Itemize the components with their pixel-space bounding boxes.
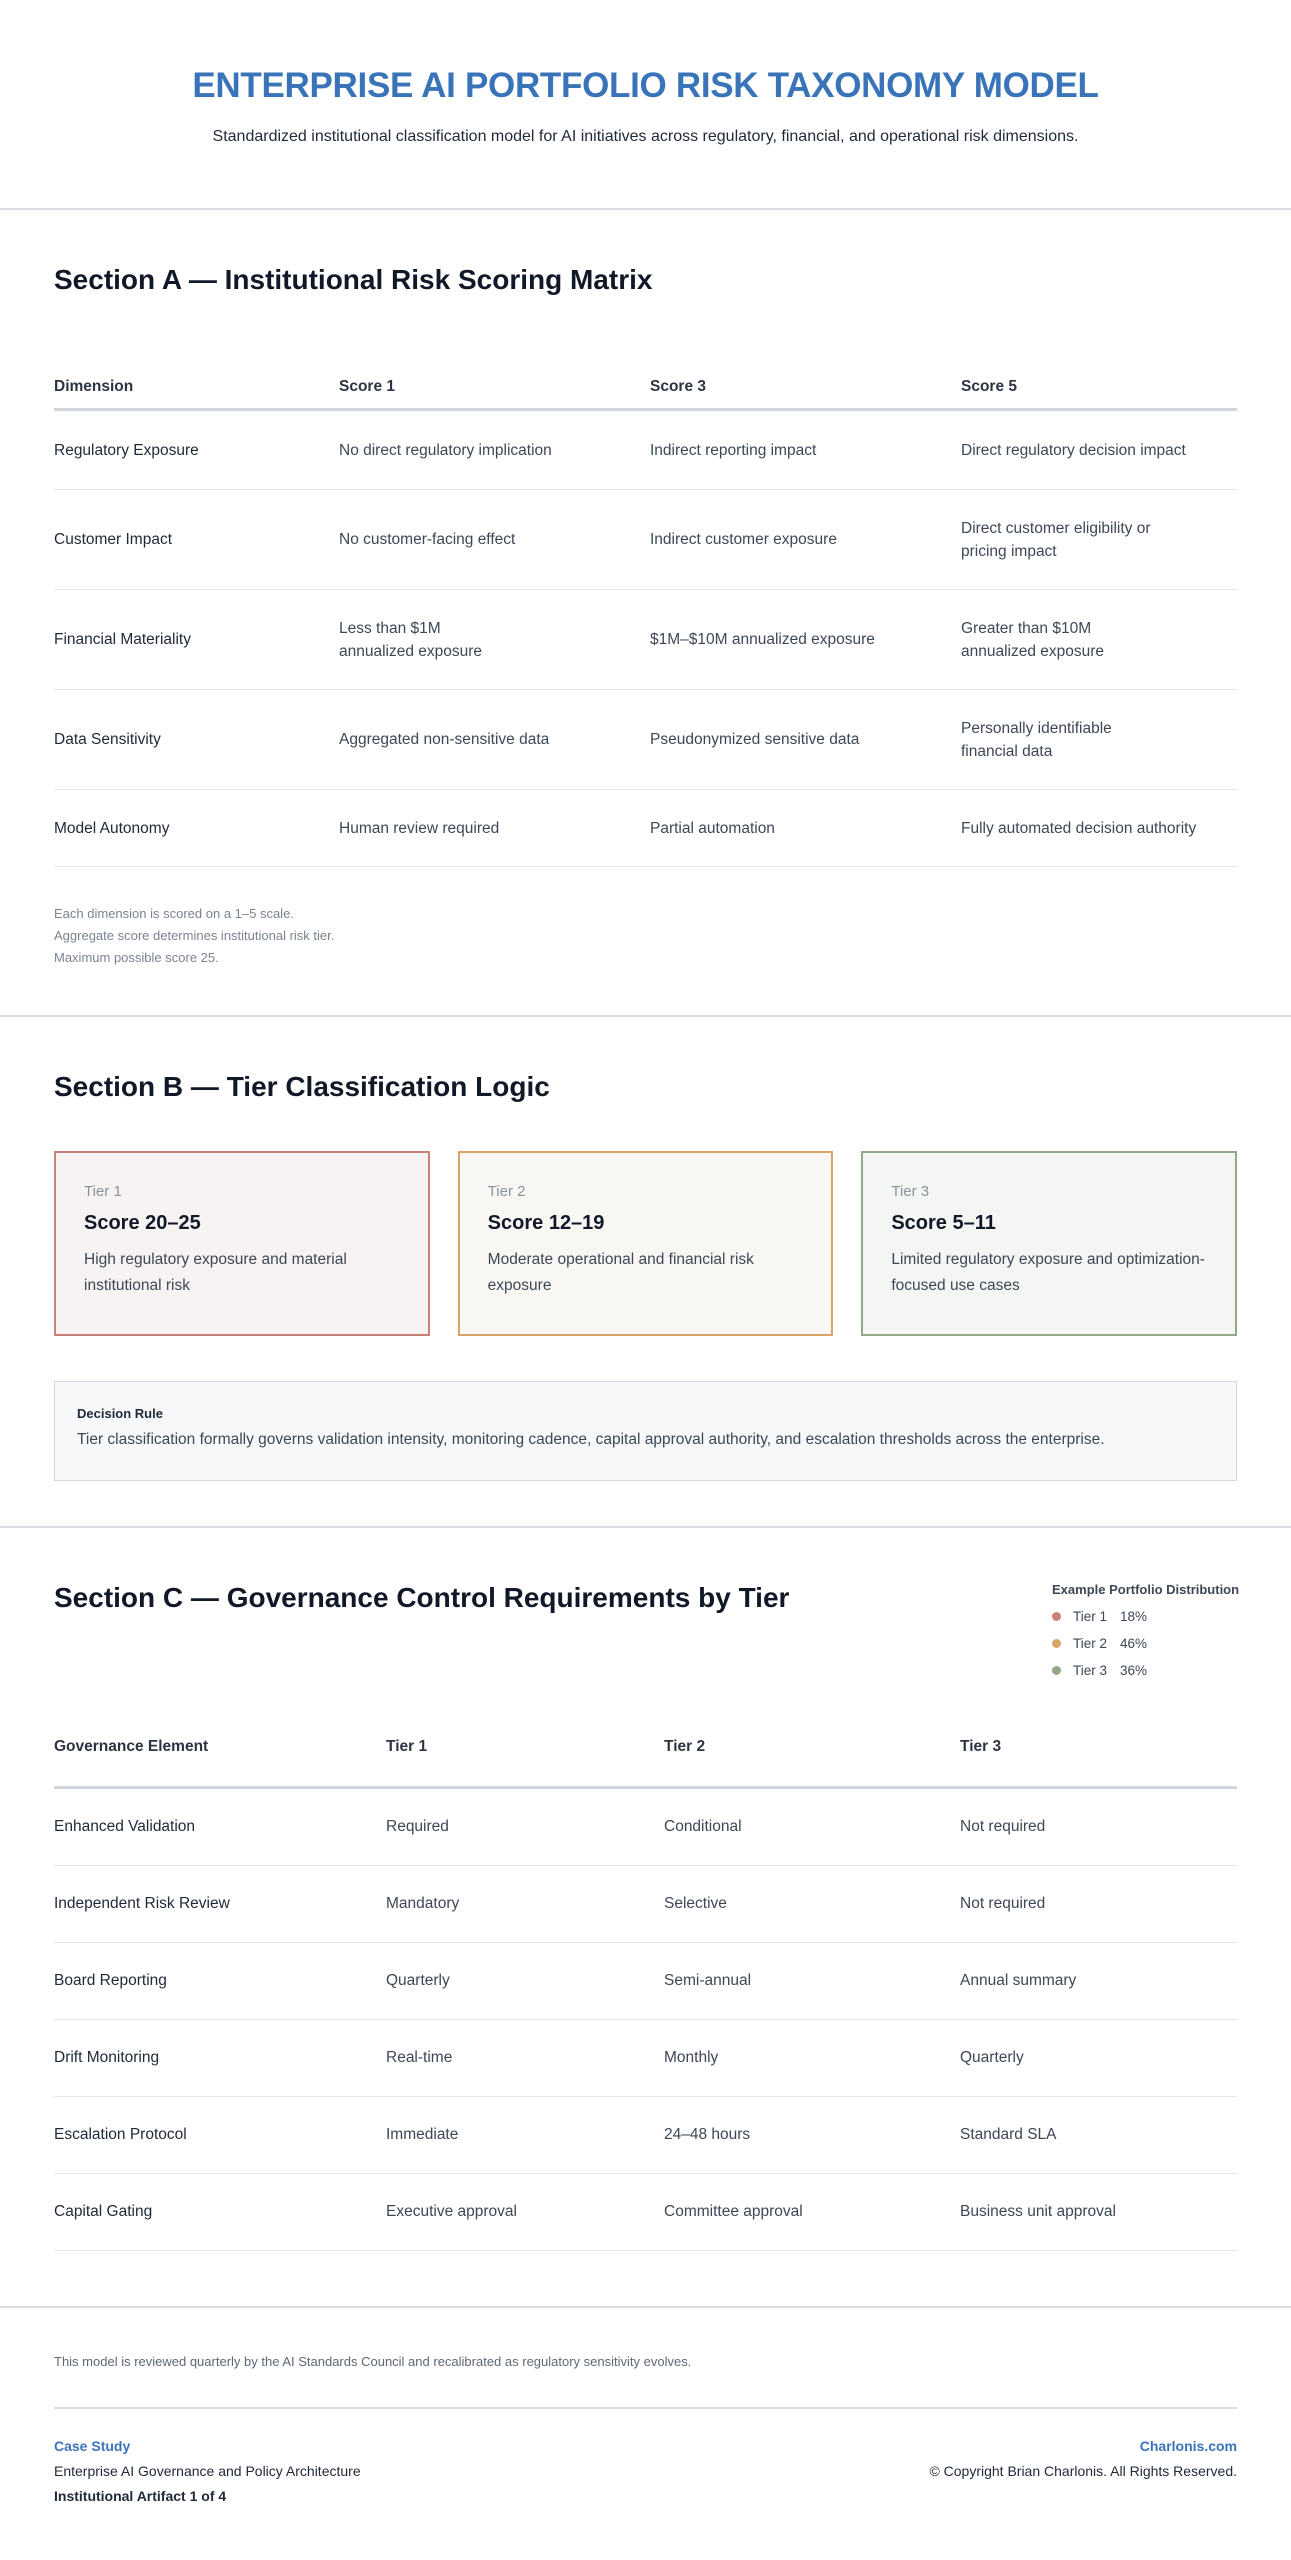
footer-divider	[54, 2407, 1237, 2409]
tier-description: Moderate operational and financial risk exposure	[487, 1251, 754, 1294]
case-study-name: Enterprise AI Governance and Policy Architecture	[54, 2463, 361, 2479]
matrix-cell: Personally identifiable financial data	[961, 719, 1112, 760]
matrix-cell: Financial Materiality	[54, 631, 191, 648]
tier-cards	[54, 1151, 1237, 1336]
legend-title: Example Portfolio Distribution	[1052, 1582, 1240, 1597]
matrix-cell: Pseudonymized sensitive data	[650, 731, 860, 748]
governance-cell: Quarterly	[386, 1972, 450, 1989]
governance-cell: Not required	[960, 1818, 1046, 1835]
governance-row	[54, 2097, 1237, 2174]
matrix-header-cell: Score 3	[650, 378, 707, 395]
legend-item	[1052, 1636, 1282, 1651]
matrix-row	[54, 490, 1237, 590]
governance-cell: Board Reporting	[54, 1972, 167, 1989]
governance-header-cell: Tier 1	[386, 1738, 428, 1755]
section-b	[0, 1017, 1291, 1528]
matrix-cell: Direct customer eligibility or pricing impact	[961, 519, 1151, 560]
matrix-row	[54, 590, 1237, 690]
tier-score: Score 5–11	[891, 1212, 996, 1234]
governance-cell: Escalation Protocol	[54, 2126, 187, 2143]
governance-cell: Committee approval	[664, 2203, 803, 2220]
review-note: This model is reviewed quarterly by the AI Standards Council and recalibrated as regulatory sensitivity evolves.	[54, 2354, 692, 2369]
governance-cell: Executive approval	[386, 2203, 517, 2220]
governance-cell: Semi-annual	[664, 1972, 752, 1989]
legend-label: Tier 3	[1073, 1663, 1108, 1678]
page-footer	[0, 2308, 1291, 2558]
matrix-note: Maximum possible score 25.	[54, 950, 219, 965]
tier-score: Score 20–25	[84, 1212, 201, 1234]
footer-right	[929, 2434, 1237, 2484]
governance-cell: Monthly	[664, 2049, 719, 2066]
tier-card-3	[861, 1151, 1237, 1336]
matrix-header-cell: Dimension	[54, 378, 134, 395]
decision-rule-label: Decision Rule	[77, 1406, 163, 1421]
governance-table	[54, 1738, 1237, 2251]
governance-cell: Drift Monitoring	[54, 2049, 160, 2066]
footer-left	[54, 2434, 361, 2509]
governance-cell: Selective	[664, 1895, 727, 1912]
legend-dot-icon	[1052, 1639, 1061, 1648]
legend-value: 46%	[1120, 1636, 1148, 1651]
governance-row	[54, 2020, 1237, 2097]
site-link[interactable]: Charlonis.com	[1139, 2438, 1237, 2454]
legend-item	[1052, 1609, 1282, 1624]
governance-cell: Enhanced Validation	[54, 1818, 196, 1835]
page-header	[0, 0, 1291, 210]
governance-cell: Immediate	[386, 2126, 459, 2143]
matrix-cell: Model Autonomy	[54, 819, 170, 837]
matrix-cell: Direct regulatory decision impact	[961, 441, 1186, 459]
tier-description: Limited regulatory exposure and optimization-focused use cases	[891, 1251, 1205, 1294]
matrix-row	[54, 790, 1237, 867]
governance-cell: Mandatory	[386, 1895, 460, 1912]
governance-row	[54, 1789, 1237, 1866]
case-study-label: Case Study	[54, 2438, 131, 2454]
legend-dot-icon	[1052, 1666, 1061, 1675]
governance-row	[54, 2174, 1237, 2251]
legend-item	[1052, 1663, 1282, 1678]
decision-rule-text: Tier classification formally governs validation intensity, monitoring cadence, capital approval authority, and escalation thresholds across the enterprise.	[77, 1431, 1105, 1448]
matrix-cell: Fully automated decision authority	[961, 819, 1197, 837]
matrix-header-cell: Score 1	[339, 378, 396, 395]
governance-header-row	[54, 1738, 1237, 1789]
matrix-cell: No direct regulatory implication	[339, 441, 552, 459]
governance-header-cell: Tier 3	[960, 1738, 1002, 1755]
matrix-cell: Customer Impact	[54, 531, 173, 548]
risk-scoring-matrix	[54, 365, 1237, 867]
governance-cell: Capital Gating	[54, 2203, 153, 2220]
governance-cell: 24–48 hours	[664, 2126, 751, 2143]
governance-cell: Conditional	[664, 1818, 742, 1835]
tier-label: Tier 1	[84, 1183, 122, 1200]
matrix-cell: $1M–$10M annualized exposure	[650, 631, 875, 648]
artifact-label: Institutional Artifact 1 of 4	[54, 2488, 227, 2504]
portfolio-distribution-legend	[1052, 1582, 1282, 1678]
matrix-notes	[54, 903, 334, 969]
governance-cell: Business unit approval	[960, 2203, 1116, 2220]
governance-cell: Real-time	[386, 2049, 453, 2066]
copyright-text: © Copyright Brian Charlonis. All Rights Reserved.	[929, 2463, 1237, 2479]
matrix-row	[54, 690, 1237, 790]
legend-label: Tier 1	[1073, 1609, 1108, 1624]
legend-value: 18%	[1120, 1609, 1148, 1624]
governance-row	[54, 1943, 1237, 2020]
matrix-header-cell: Score 5	[961, 378, 1018, 395]
section-c	[0, 1528, 1291, 2308]
tier-label: Tier 3	[891, 1183, 930, 1200]
matrix-cell: Regulatory Exposure	[54, 441, 199, 459]
legend-dot-icon	[1052, 1612, 1061, 1621]
governance-cell: Standard SLA	[960, 2126, 1057, 2143]
governance-header-cell: Governance Element	[54, 1738, 209, 1755]
governance-header-cell: Tier 2	[664, 1738, 706, 1755]
governance-row	[54, 1866, 1237, 1943]
legend-value: 36%	[1120, 1663, 1148, 1678]
legend-label: Tier 2	[1073, 1636, 1108, 1651]
matrix-cell: Indirect reporting impact	[650, 441, 817, 459]
section-b-title: Section B — Tier Classification Logic	[54, 1071, 550, 1102]
matrix-cell: No customer-facing effect	[339, 531, 516, 548]
matrix-header-row	[54, 365, 1237, 411]
matrix-cell: Data Sensitivity	[54, 731, 161, 748]
page-subtitle: Standardized institutional classification model for AI initiatives across regulatory, financial, and operational risk dimensions.	[212, 128, 1079, 145]
matrix-row	[54, 411, 1237, 490]
matrix-cell: Less than $1M annualized exposure	[339, 619, 483, 660]
matrix-cell: Indirect customer exposure	[650, 531, 837, 548]
section-a	[0, 210, 1291, 1017]
section-a-title: Section A — Institutional Risk Scoring Matrix	[54, 264, 653, 295]
governance-cell: Quarterly	[960, 2049, 1024, 2066]
tier-label: Tier 2	[487, 1183, 526, 1200]
governance-cell: Not required	[960, 1895, 1046, 1912]
governance-cell: Independent Risk Review	[54, 1895, 230, 1912]
matrix-cell: Human review required	[339, 819, 500, 837]
page-title: ENTERPRISE AI PORTFOLIO RISK TAXONOMY MODEL	[192, 66, 1099, 105]
matrix-cell: Partial automation	[650, 819, 775, 837]
tier-description: High regulatory exposure and material institutional risk	[84, 1251, 347, 1294]
tier-card-2	[458, 1151, 834, 1336]
matrix-note: Each dimension is scored on a 1–5 scale.	[54, 906, 294, 921]
section-c-title: Section C — Governance Control Requirements by Tier	[54, 1582, 790, 1613]
decision-rule-box	[54, 1381, 1237, 1481]
governance-cell: Annual summary	[960, 1972, 1077, 1989]
matrix-note: Aggregate score determines institutional risk tier.	[54, 928, 335, 943]
matrix-cell: Greater than $10M annualized exposure	[961, 619, 1105, 660]
tier-card-1	[54, 1151, 430, 1336]
governance-cell: Required	[386, 1818, 449, 1835]
matrix-cell: Aggregated non-sensitive data	[339, 731, 550, 748]
tier-score: Score 12–19	[487, 1212, 605, 1234]
